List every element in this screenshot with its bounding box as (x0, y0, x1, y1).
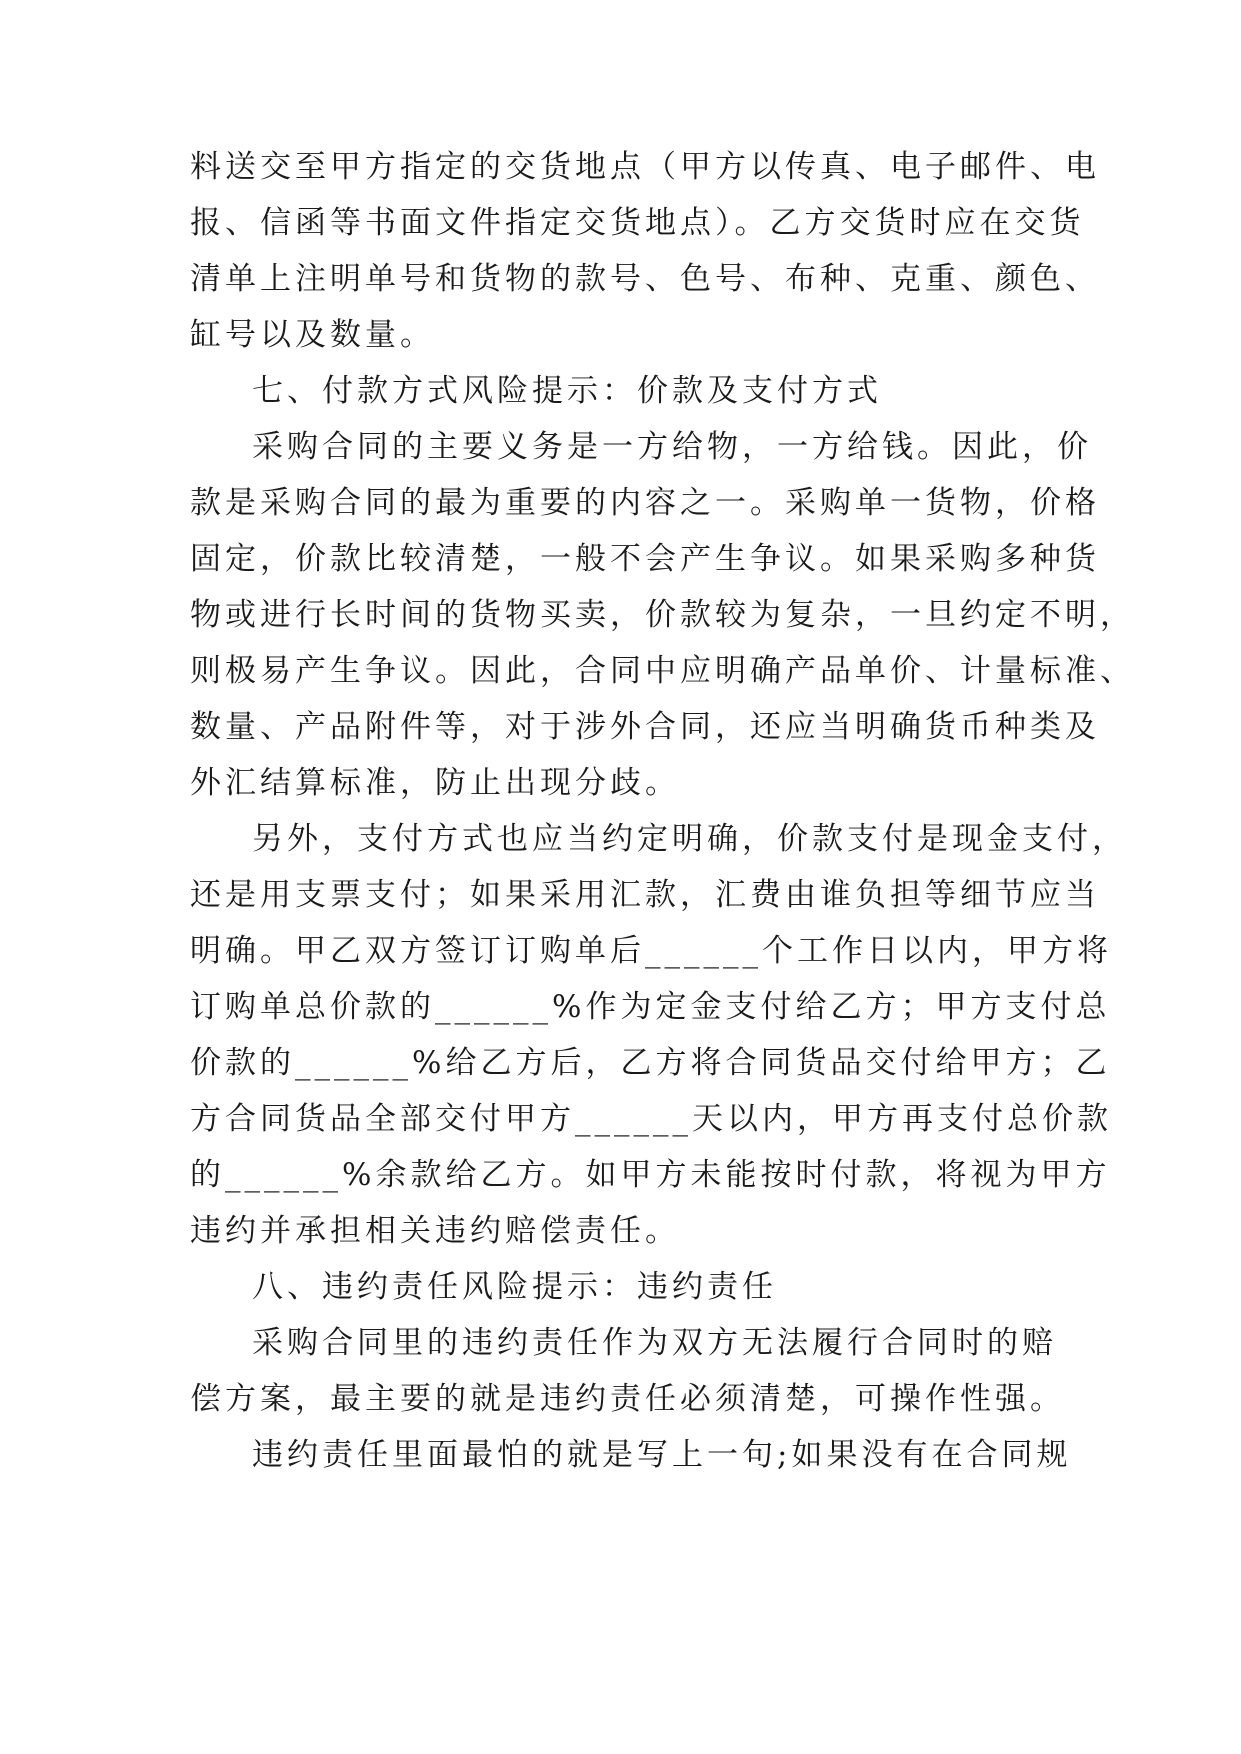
text-line: 报、信函等书面文件指定交货地点）。乙方交货时应在交货 (190, 205, 1085, 241)
text-line: 则极易产生争议。因此，合同中应明确产品单价、计量标准、 (190, 653, 1135, 689)
text-line: 明确。甲乙双方签订订购单后______个工作日以内，甲方将 (190, 933, 1112, 969)
text-line: 固定，价款比较清楚，一般不会产生争议。如果采购多种货 (190, 541, 1100, 577)
text-line: 另外，支付方式也应当约定明确，价款支付是现金支付， (252, 821, 1127, 857)
text-line: 偿方案，最主要的就是违约责任必须清楚，可操作性强。 (190, 1381, 1065, 1417)
section-heading: 七、付款方式风险提示：价款及支付方式 (252, 373, 882, 409)
text-line: 数量、产品附件等，对于涉外合同，还应当明确货币种类及 (190, 709, 1100, 745)
section-heading: 八、违约责任风险提示：违约责任 (252, 1269, 777, 1305)
text-line: 款是采购合同的最为重要的内容之一。采购单一货物，价格 (190, 485, 1100, 521)
text-line: 订购单总价款的______%作为定金支付给乙方；甲方支付总 (190, 989, 1111, 1025)
text-line: 违约责任里面最怕的就是写上一句;如果没有在合同规 (252, 1437, 1072, 1473)
text-line: 物或进行长时间的货物买卖，价款较为复杂，一旦约定不明， (190, 597, 1135, 633)
text-line: 还是用支票支付；如果采用汇款，汇费由谁负担等细节应当 (190, 877, 1100, 913)
text-line: 清单上注明单号和货物的款号、色号、布种、克重、颜色、 (190, 261, 1100, 297)
text-line: 的______%余款给乙方。如甲方未能按时付款，将视为甲方 (190, 1157, 1111, 1193)
text-line: 采购合同里的违约责任作为双方无法履行合同时的赔 (252, 1325, 1057, 1361)
text-line: 价款的______%给乙方后，乙方将合同货品交付给甲方；乙 (190, 1045, 1111, 1081)
text-line: 违约并承担相关违约赔偿责任。 (190, 1213, 680, 1249)
text-line: 方合同货品全部交付甲方______天以内，甲方再支付总价款 (190, 1101, 1112, 1137)
text-line: 采购合同的主要义务是一方给物，一方给钱。因此，价 (252, 429, 1092, 465)
text-line: 料送交至甲方指定的交货地点（甲方以传真、电子邮件、电 (190, 149, 1100, 185)
text-line: 外汇结算标准，防止出现分歧。 (190, 765, 680, 801)
text-line: 缸号以及数量。 (190, 317, 435, 353)
